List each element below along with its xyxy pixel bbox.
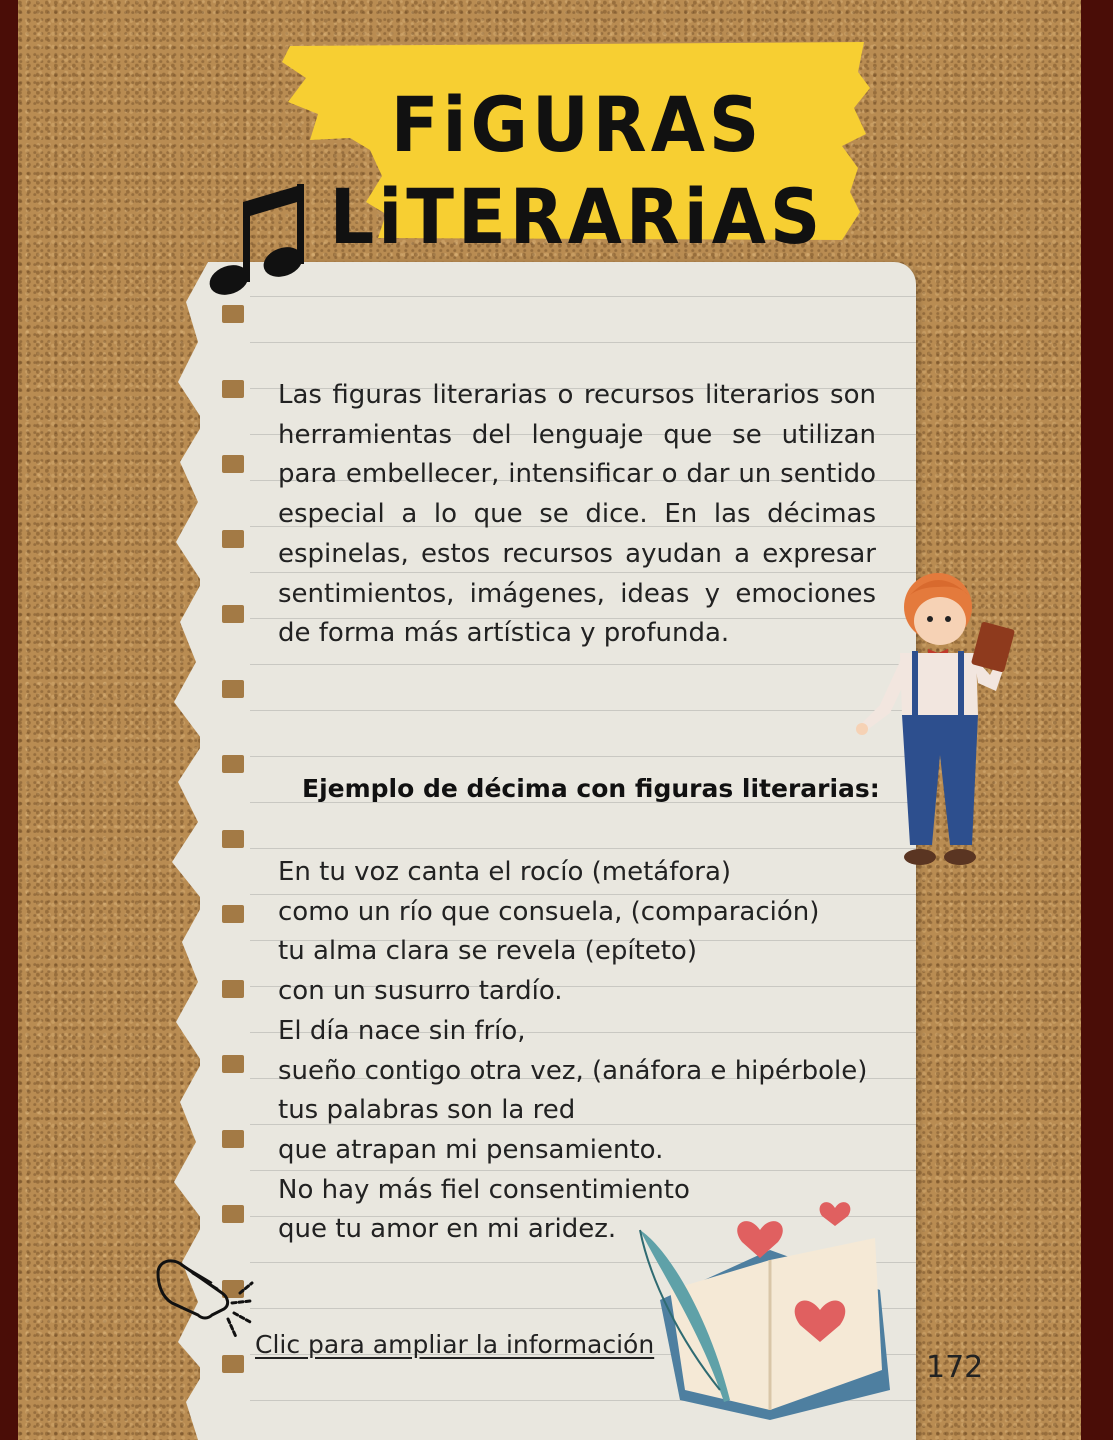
poem-line: tu alma clara se revela (epíteto) <box>278 936 697 967</box>
title-banner <box>282 42 872 262</box>
example-heading: Ejemplo de décima con figuras literarias: <box>302 774 880 803</box>
page-number: 172 <box>926 1350 984 1385</box>
music-note-icon <box>205 180 310 300</box>
poem-line: El día nace sin frío, <box>278 1015 526 1046</box>
title-line-1: FiGURAS <box>390 80 764 170</box>
poem-line: No hay más fiel consentimiento <box>278 1174 690 1205</box>
poem-line: como un río que consuela, (comparación) <box>278 896 820 927</box>
pointing-hand-icon <box>152 1253 260 1345</box>
poem-line: En tu voz canta el rocío (metáfora) <box>278 857 732 887</box>
title-line-2: LiTERARiAS <box>329 172 825 262</box>
open-book-illustration <box>630 1190 900 1430</box>
poem-line: que atrapan mi pensamiento. <box>278 1134 664 1165</box>
poem-line: con un susurro tardío. <box>278 976 563 1007</box>
poem-line: sueño contigo otra vez, (anáfora e hipérbole) <box>278 1055 868 1086</box>
boy-reading-illustration <box>840 565 1025 875</box>
intro-paragraph: Las figuras literarias o recursos literarios son herramientas del lenguaje que se utilizan para embellecer, intensificar o dar un sentido especial a lo que se dice. En las décimas espinelas, estos recursos ayudan a expresar sentimientos, imágenes, ideas y emociones de forma más artística y profunda. <box>278 380 876 649</box>
poem-line: tus palabras son la red <box>278 1095 576 1126</box>
expand-info-link[interactable]: Clic para ampliar la información <box>255 1330 655 1359</box>
poem-line: que tu amor en mi aridez. <box>278 1214 617 1245</box>
